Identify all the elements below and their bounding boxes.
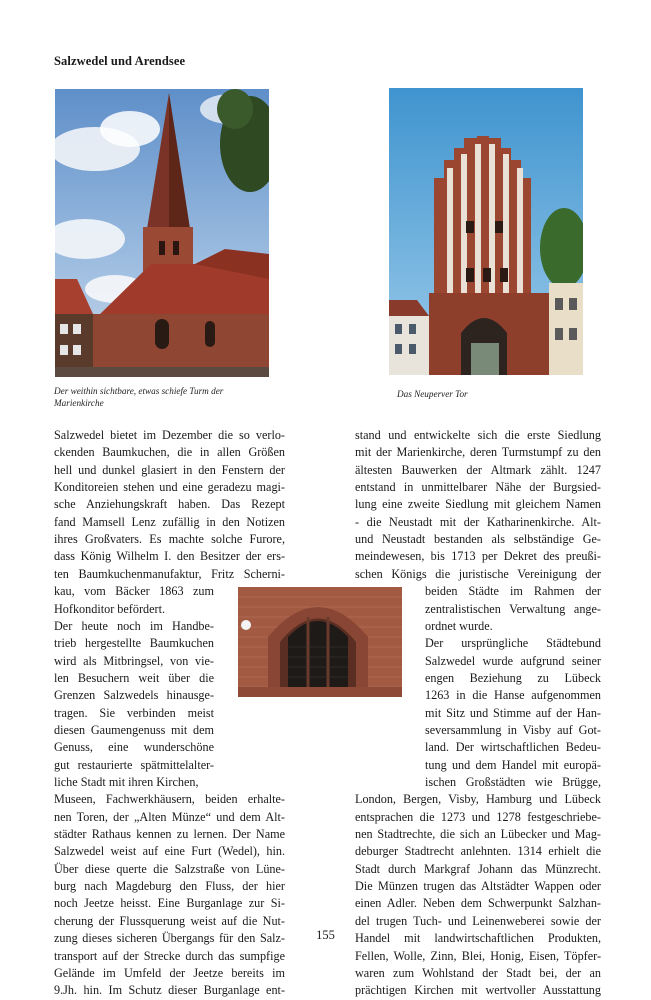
text-line: Salzwedel bietet im Dezember die so verlo- xyxy=(54,428,285,442)
text-line: Fellen, Wolle, Zinn, Blei, Honig, Eisen, Töpfer- xyxy=(355,948,601,963)
text-line: nen Toren, der „Alten Münze“ und dem Alt- xyxy=(54,809,285,824)
text-line: waren zum Wohlstand der Stadt bei, der an xyxy=(355,965,601,980)
text-line: Konditoreien stehen und eine geradezu magi- xyxy=(54,480,285,495)
text-line: seversammlung in Visby auf Got- xyxy=(425,722,601,737)
text-line: ten Baumkuchenmanufaktur, Fritz Scherni- xyxy=(54,566,285,581)
text-line: Über diese querte die Salzstraße von Lüne- xyxy=(54,861,285,876)
text-line: Die Münzen trugen das Altstädter Wappen oder xyxy=(355,879,601,894)
text-line: ihres Großvaters. Es machte solche Furore, xyxy=(54,532,285,547)
text-line: zentralistischen Verwaltung ange- xyxy=(425,601,601,616)
text-line: entsprachen die 1273 und 1278 festgeschriebe- xyxy=(355,809,601,824)
text-line: tragen. Sie verbinden meist xyxy=(54,705,214,720)
text-line: stand und entwickelte sich die erste Siedlung xyxy=(355,428,601,442)
marienkirche-caption: Der weithin sichtbare, etwas schiefe Turm der Marienkirche xyxy=(54,386,224,408)
page-heading: Salzwedel und Arendsee xyxy=(54,54,186,68)
text-line: nen Stadtrechte, die sich an Lübecker und Mag- xyxy=(355,827,601,842)
text-line: schen Königs die juristische Vereinigung der xyxy=(355,566,601,581)
text-line: lung eine zweite Siedlung mit gleichem Namen xyxy=(355,497,601,512)
text-line: und Neustadt bestanden als selbständige Ge- xyxy=(355,532,601,547)
text-line: mit der Marienkirche, deren Turmstumpf zu den xyxy=(355,445,601,460)
text-line: kau, vom Bäcker 1863 zum xyxy=(54,584,214,599)
text-line: sche Anziehungskraft haben. Das Rezept xyxy=(54,497,285,512)
text-line: trieb hergestellte Baumkuchen xyxy=(54,636,214,651)
text-line: Salzwedel weist auf eine Furt (Wedel), hin. xyxy=(54,844,285,859)
text-line: städter Rathaus kennen zu lernen. Der Name xyxy=(54,827,285,842)
text-line: London, Bergen, Visby, Hamburg und Lübeck xyxy=(355,792,601,807)
neuperver-tor-caption: Das Neuperver Tor xyxy=(397,389,468,399)
neuperver-tor-photo xyxy=(389,88,583,375)
text-line: Grenzen Salzwedels hinausge- xyxy=(54,688,214,703)
text-line: len Besuchern weit über die xyxy=(54,670,214,685)
text-line: Hofkonditor befördert. xyxy=(54,601,166,616)
text-line: transport auf der Strecke durch das sumpfige xyxy=(54,948,285,963)
text-line: beiden Städte im Rahmen der xyxy=(425,584,601,599)
text-line: hell und dunkel glasiert in den Fenstern der xyxy=(54,462,285,477)
text-line: deburger Stadtrecht anlehnten. 1314 erhielt die xyxy=(355,844,601,859)
text-line: dass König Wilhelm I. den Besitzer der ers- xyxy=(54,549,285,564)
text-line: liche Stadt mit ihren Kirchen, xyxy=(54,775,199,789)
text-line: diesen Gaumengenuss mit dem xyxy=(54,722,214,737)
text-line: mit Sitz und Stimme auf der Han- xyxy=(425,705,601,720)
text-line: meindewesen, bis 1713 per Dekret des preußi- xyxy=(355,549,601,564)
gothic-window-photo xyxy=(238,587,402,697)
text-line: cherung der Flussquerung weist auf die Nut- xyxy=(54,913,285,928)
text-line: Der ursprüngliche Städtebund xyxy=(425,636,601,651)
text-line: wird als Mitbringsel, von vie- xyxy=(54,653,214,668)
text-line: noch Jeetze heisst. Eine Burganlage zur Si- xyxy=(54,896,285,911)
text-line: burg nach Magdeburg den Fluss, der hier xyxy=(54,879,285,894)
text-line: Handel mit landwirtschaftlichen Produkten, xyxy=(355,931,601,946)
text-line: land. Der wirtschaftlichen Bedeu- xyxy=(425,740,601,755)
text-line: entstand in unmittelbarer Nähe der Burgsied- xyxy=(355,480,601,495)
text-line: 9.Jh. hin. Im Schutz dieser Burganlage ent- xyxy=(54,983,285,998)
text-line: ordnet wurde. xyxy=(425,618,493,633)
text-line: prächtigen Kirchen mit wertvoller Ausstattung xyxy=(355,983,601,998)
text-line: Gelände im Umfeld der Jeetze bereits im xyxy=(54,965,285,980)
text-line: ischen Großstädten wie Brügge, xyxy=(425,775,601,789)
text-line: 1263 in die Hanse aufgenommen xyxy=(425,688,601,703)
text-line: Genuss, eine wunderschöne xyxy=(54,740,214,755)
text-line: Stadt durch Markgraf Johann das Münzrecht. xyxy=(355,861,601,876)
page-number: 155 xyxy=(316,928,335,942)
marienkirche-photo xyxy=(55,89,269,377)
text-line: ältesten Bauwerken der Altmark zählt. 1247 xyxy=(355,462,601,477)
text-line: Der heute noch im Handbe- xyxy=(54,618,214,633)
text-line: del trugen Tuch- und Leinenweberei sowie der xyxy=(355,913,601,928)
text-line: engen Beziehung zu Lübeck xyxy=(425,670,601,685)
text-line: tung und dem Handel mit europä- xyxy=(425,757,601,772)
text-line: - die Neustadt mit der Katharinenkirche. Alt- xyxy=(355,514,601,529)
text-line: Museen, Fachwerkhäusern, beiden erhalte- xyxy=(54,792,285,807)
text-line: einen Adler. Neben dem Schwerpunkt Salzhan- xyxy=(355,896,601,911)
text-line: ckenden Baumkuchen, die in allen Größen xyxy=(54,445,285,460)
text-line: gut restaurierte spätmittelalter- xyxy=(54,757,214,772)
text-line: fand Mamsell Lenz zufällig in den Notizen xyxy=(54,514,285,529)
text-line: zung dieses sicheren Übergangs für den Salz- xyxy=(54,931,285,946)
text-line: Salzwedel wurde aufgrund seiner xyxy=(425,653,601,668)
